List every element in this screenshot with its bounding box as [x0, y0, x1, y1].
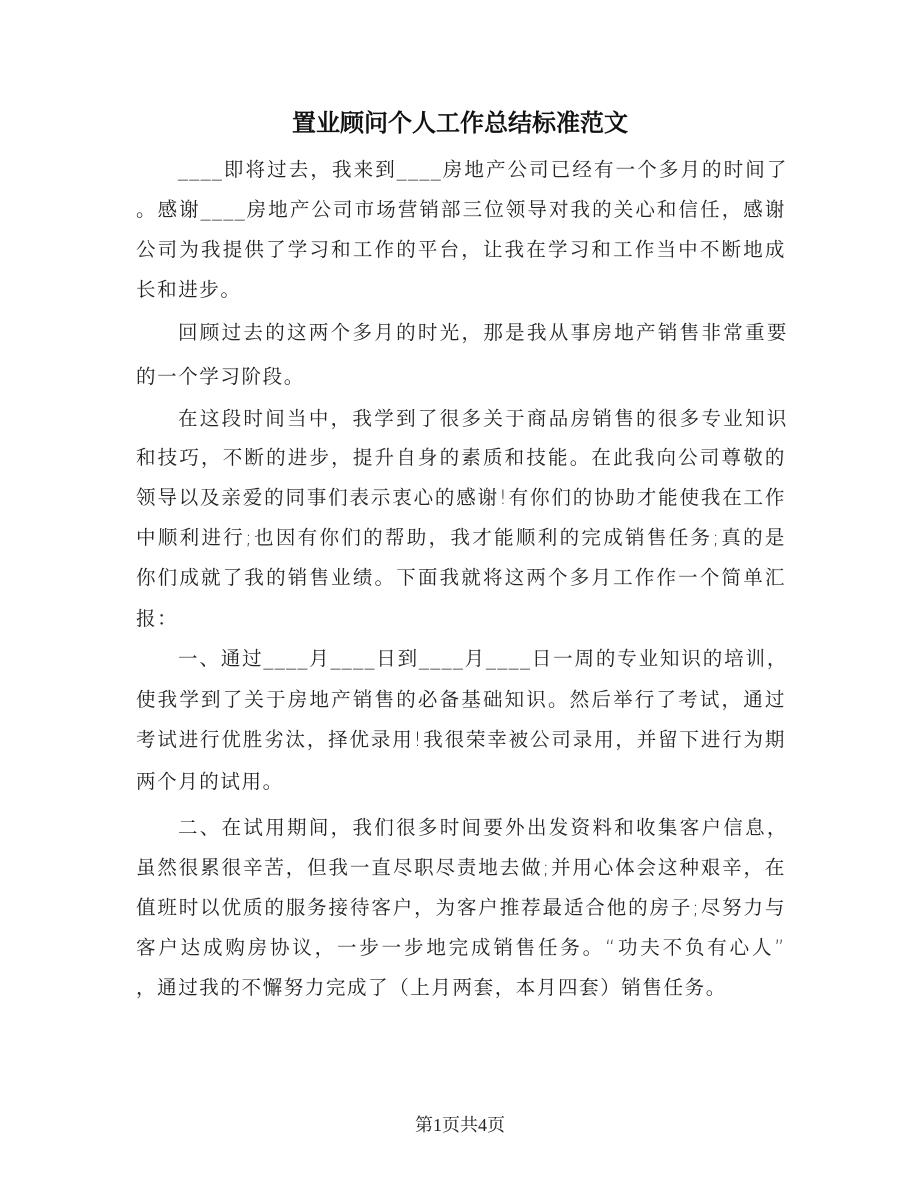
paragraph-3-line-4: 中顺利进行;也因有你们的帮助，我才能顺利的完成销售任务;真的是	[136, 526, 786, 549]
paragraph-5-line-4: 客户达成购房协议，一步一步地完成销售任务。“功夫不负有心人”	[136, 936, 786, 959]
paragraph-4-line-2: 使我学到了关于房地产销售的必备基础知识。然后举行了考试，通过	[136, 688, 786, 711]
paragraph-4-line-4: 两个月的试用。	[136, 770, 284, 793]
paragraph-5-line-1: 二、在试用期间，我们很多时间要外出发资料和收集客户信息，	[178, 816, 788, 839]
paragraph-4-line-3: 考试进行优胜劣汰，择优录用!我很荣幸被公司录用，并留下进行为期	[136, 728, 786, 751]
paragraph-1-line-3: 公司为我提供了学习和工作的平台，让我在学习和工作当中不断地成	[136, 238, 786, 261]
paragraph-1-line-4: 长和进步。	[136, 278, 242, 301]
paragraph-5-line-5: ，通过我的不懈努力完成了（上月两套，本月四套）销售任务。	[136, 976, 727, 999]
paragraph-3-line-6: 报：	[136, 607, 179, 630]
paragraph-5-line-3: 值班时以优质的服务接待客户，为客户推荐最适合他的房子;尽努力与	[136, 896, 786, 919]
paragraph-3-line-3: 领导以及亲爱的同事们表示衷心的感谢!有你们的协助才能使我在工作	[136, 486, 786, 509]
page-indicator: 第1页共4页	[415, 1115, 505, 1135]
paragraph-1-line-2: 。感谢____房地产公司市场营销部三位领导对我的关心和信任，感谢	[136, 198, 786, 221]
paragraph-3-line-1: 在这段时间当中，我学到了很多关于商品房销售的很多专业知识	[178, 407, 788, 430]
paragraph-5-line-2: 虽然很累很辛苦，但我一直尽职尽责地去做;并用心体会这种艰辛，在	[136, 856, 786, 879]
paragraph-1-line-1: ____即将过去，我来到____房地产公司已经有一个多月的时间了	[178, 158, 788, 181]
paragraph-2-line-2: 的一个学习阶段。	[136, 365, 305, 388]
paragraph-4-line-1: 一、通过____月____日到____月____日一周的专业知识的培训，	[178, 647, 788, 670]
document-title: 置业顾问个人工作总结标准范文	[292, 109, 628, 137]
paragraph-3-line-2: 和技巧，不断的进步，提升自身的素质和技能。在此我向公司尊敬的	[136, 446, 786, 469]
paragraph-3-line-5: 你们成就了我的销售业绩。下面我就将这两个多月工作作一个简单汇	[136, 566, 786, 589]
paragraph-2-line-1: 回顾过去的这两个多月的时光，那是我从事房地产销售非常重要	[178, 321, 788, 344]
